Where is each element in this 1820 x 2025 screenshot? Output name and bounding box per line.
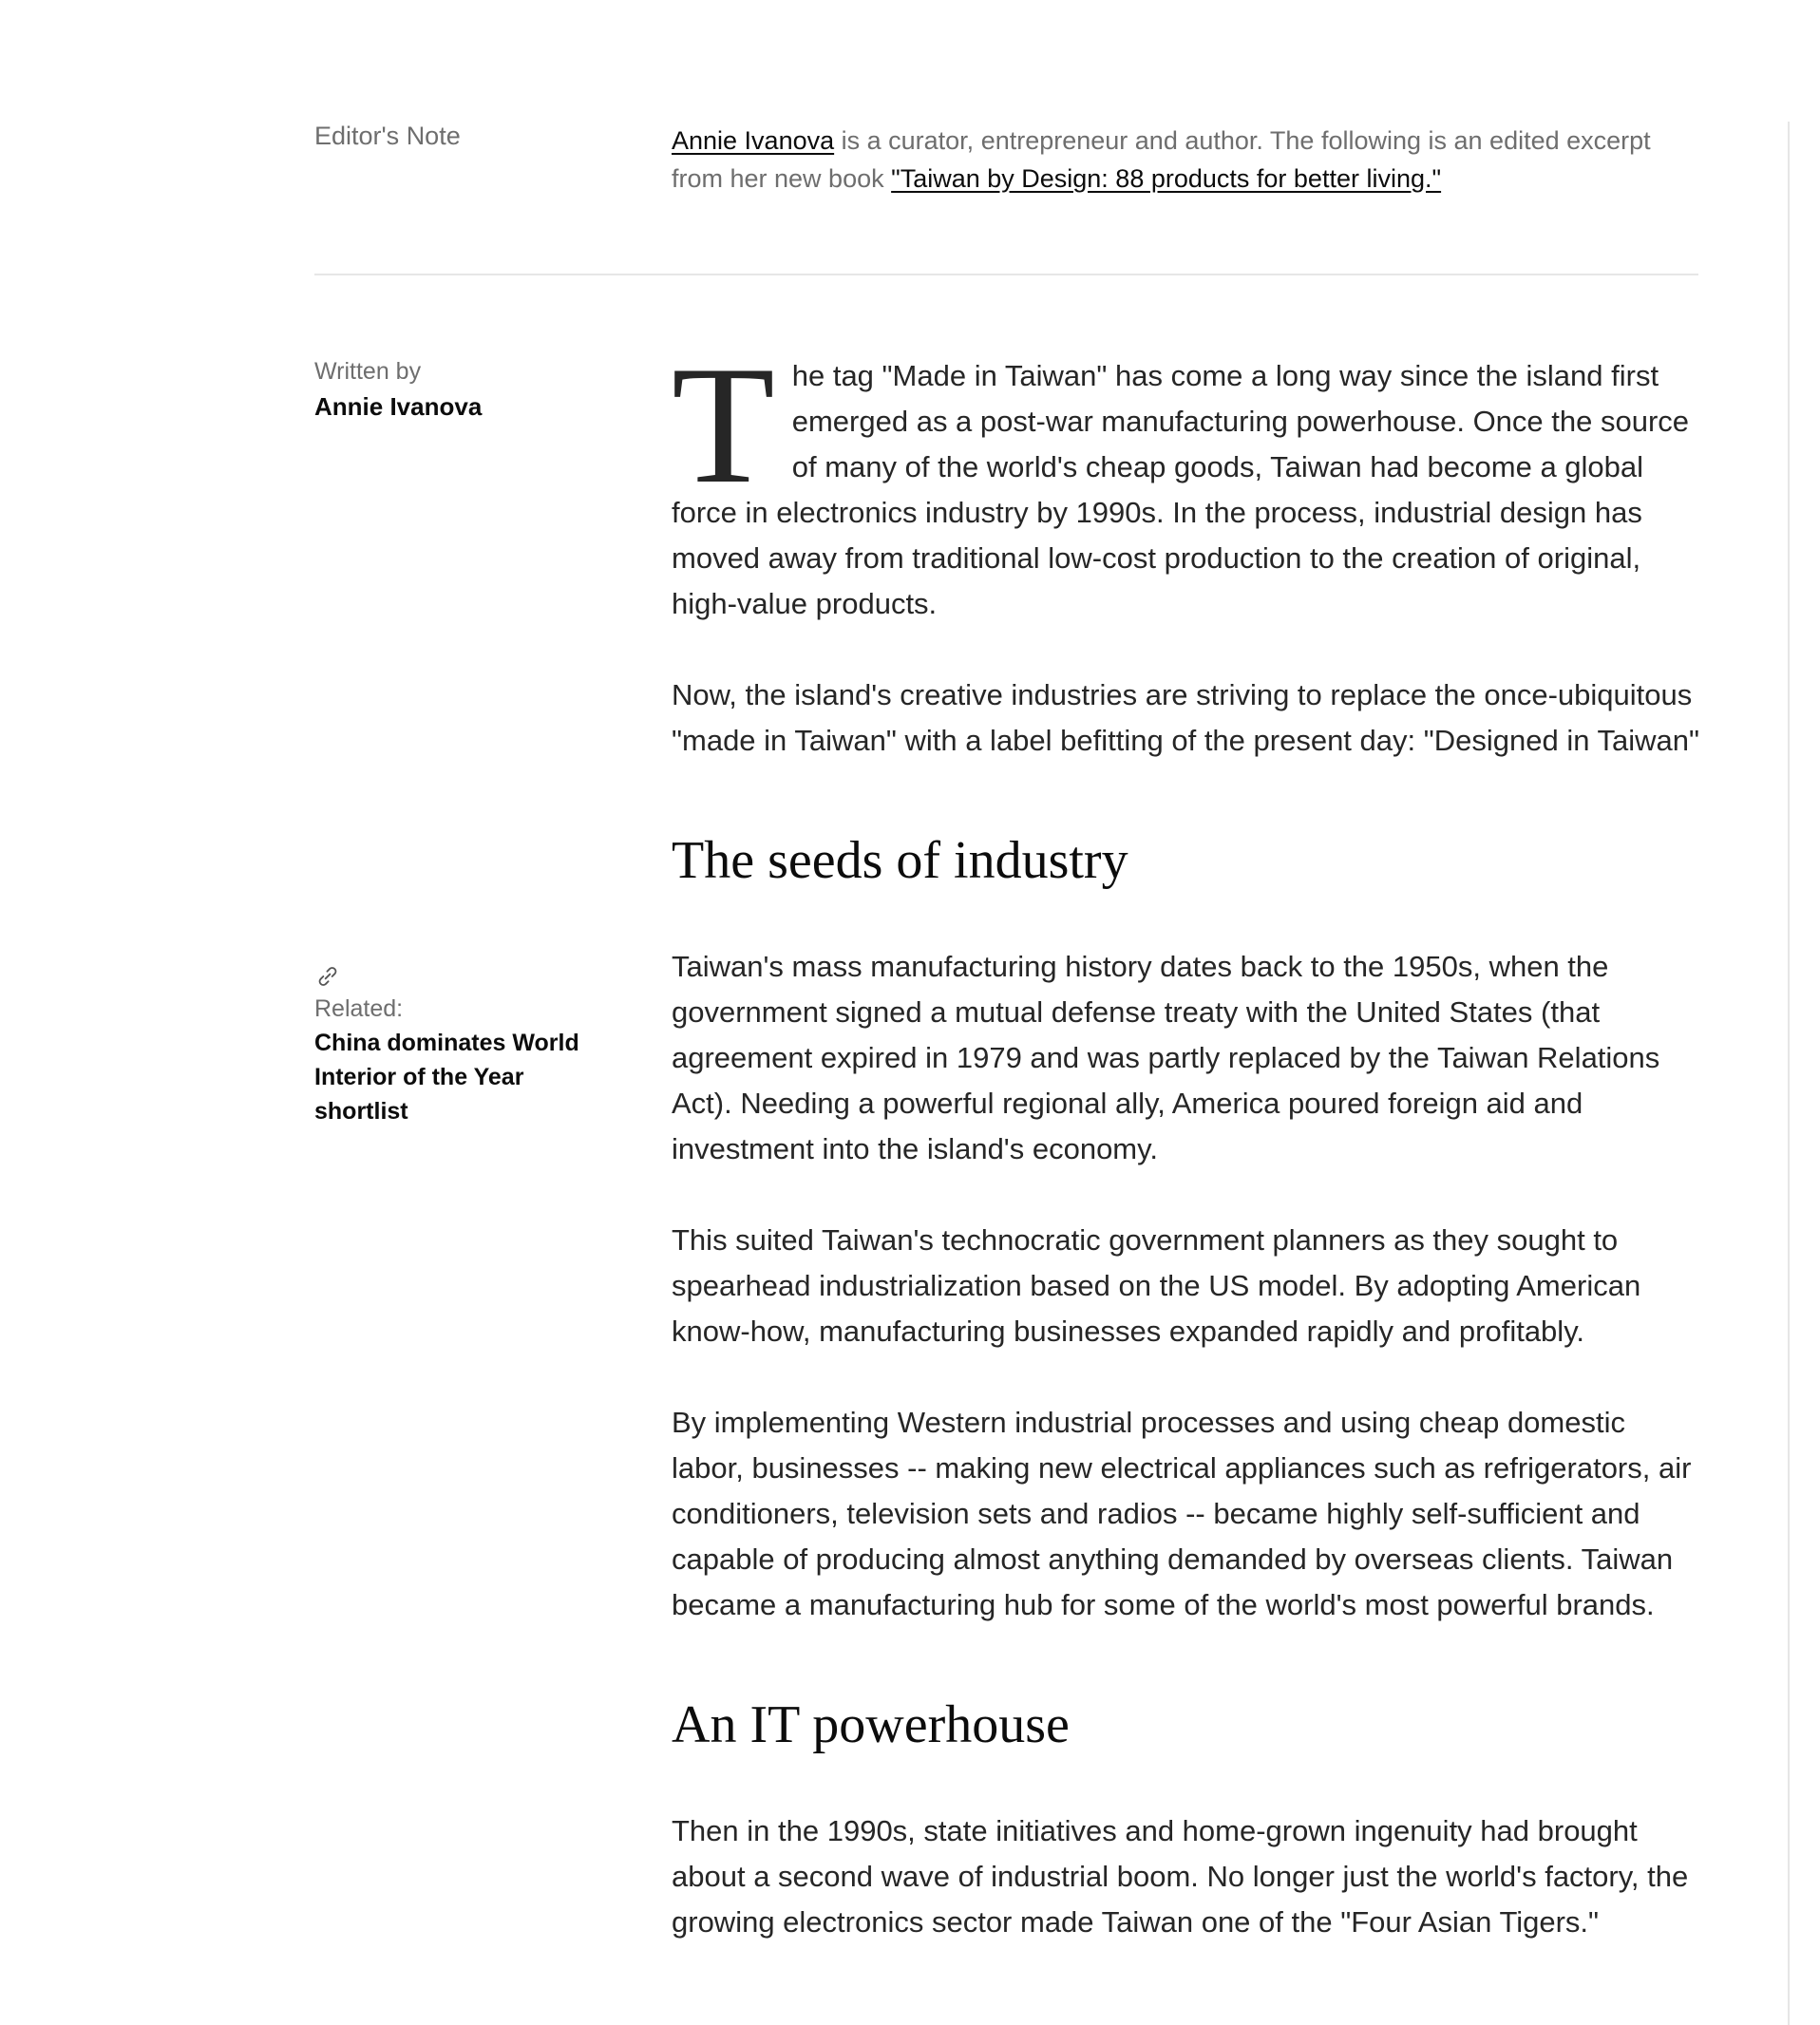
- related-article-link[interactable]: China dominates World Interior of the Year shortlist: [314, 1030, 579, 1125]
- article-paragraph: [672, 331, 1702, 627]
- related-label: Related:: [314, 995, 404, 1022]
- section-heading: An IT powerhouse: [672, 1695, 1070, 1754]
- article-body: [672, 331, 1702, 1991]
- byline-label: Written by: [314, 358, 422, 385]
- editor-note-body: is a curator, entrepreneur and author. The following is an edited excerpt from her new book: [672, 126, 1651, 193]
- editor-note-label: Editor's Note: [314, 122, 461, 150]
- article-paragraph: Now, the island's creative industries are striving to replace the once-ubiquitous "made in Taiwan" with a label befitting of the present day: "Designed in Taiwan": [672, 678, 1700, 757]
- paragraph-text: he tag "Made in Taiwan" has come a long way since the island first emerged as a post-war manufacturing powerhouse. Once the source of many of the world's cheap goods, Taiwan had become a global force in electronics industry by 1990s. In the process, industrial design has moved away from traditional low-cost production to the creation of original, high-value products.: [672, 359, 1690, 620]
- article-paragraph: By implementing Western industrial processes and using cheap domestic labor, businesses -- making new electrical appliances such as refrigerators, air conditioners, television sets and radios -- became highly self-sufficient and capable of producing almost anything demanded by overseas clients. Taiwan became a manufacturing hub for some of the world's most powerful brands.: [672, 1406, 1692, 1621]
- article-paragraph: This suited Taiwan's technocratic government planners as they sought to spearhead industrialization based on the US model. By adopting American know-how, manufacturing businesses expanded rapidly and profitably.: [672, 1223, 1641, 1348]
- related-link-block: [314, 963, 599, 1128]
- author-name[interactable]: Annie Ivanova: [314, 392, 483, 421]
- author-link[interactable]: Annie Ivanova: [672, 126, 835, 155]
- book-link[interactable]: "Taiwan by Design: 88 products for better living.": [891, 164, 1442, 193]
- byline: [314, 355, 618, 426]
- article-paragraph: Then in the 1990s, state initiatives and home-grown ingenuity had brought about a second wave of industrial boom. No longer just the world's factory, the growing electronics sector made Taiwan one of the "Four Asian Tigers.": [672, 1814, 1689, 1939]
- article-paragraph: Taiwan's mass manufacturing history dates back to the 1950s, when the government signed a mutual defense treaty with the United States (that agreement expired in 1979 and was partly replaced by the Taiwan Relations Act). Needing a powerful regional ally, America poured foreign aid and investment into the island's economy.: [672, 950, 1660, 1165]
- drop-cap: T: [672, 331, 775, 519]
- link-icon: [314, 963, 341, 990]
- section-divider: [314, 274, 1698, 275]
- right-edge-divider: [1788, 122, 1790, 2025]
- section-heading: The seeds of industry: [672, 831, 1128, 890]
- editor-note-text: [672, 122, 1707, 198]
